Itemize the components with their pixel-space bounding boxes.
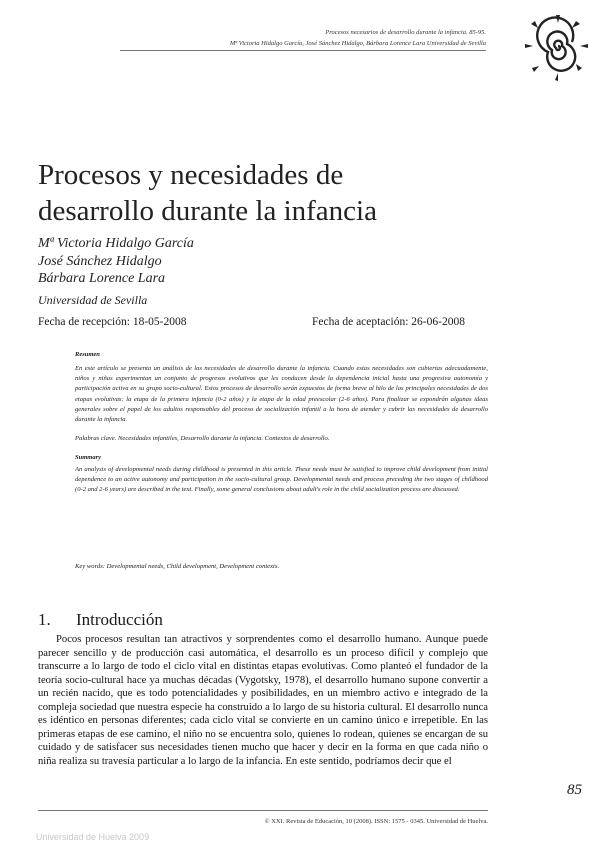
section-body-text: Pocos procesos resultan tan atractivos y sorprendentes como el desarrollo humano. Aunque puede parecer sencillo y de producción casi automática, el desarrollo es un proceso difícil y complejo que transcurre a lo largo de todo el ciclo vital en distintas etapas evolutivas. Como planteó el fundador de la teoría socio-cultural hace ya muchas décadas (Vygotsky, 1978), el desarrollo humano supone convertir a un recién nacido, que es todo potencialidades y posibilidades, en un miembro activo e integrado de la compleja sociedad que nuestra especie ha construido a lo largo de su historia cultural. El desarrollo nunca es idéntico en personas diferentes; cada ciclo vital se convierte en un camino único e irrepetible. En las primeras etapas de ese camino, el niño no se encuentra solo, quienes lo rodean, quienes se encargan de su cuidado y de satisfacer sus necesidades tienen mucho que hacer y decir en la forma en que cada niño o niña realiza su travesía particular a lo largo de la infancia. En este sentido, podríamos decir que el — [38, 634, 488, 767]
section-title: Introducción — [76, 610, 163, 629]
author-2: José Sánchez Hidalgo — [38, 254, 162, 269]
footer-citation: © XXI. Revista de Educación, 10 (2008). ISSN: 1575 - 0345. Universidad de Huelva. — [264, 818, 488, 825]
page-number: 85 — [567, 782, 582, 798]
running-header-line-2: Mª Victoria Hidalgo García, José Sánchez Hidalgo, Bárbara Lorence Lara Universidad de Sevilla — [229, 40, 486, 47]
article-title — [38, 157, 377, 229]
author-1: Mª Victoria Hidalgo García — [38, 236, 194, 251]
abstract-en-text: An analysis of developmental needs during childhood is presented in this article. These needs must be satisfied to improve child development from initial dependence to an active autonomy and participation in the socio-cultural group. Developmental needs and process preceding the two stages of childhood (0-2 and 2-6 years) are described in the text. Finally, some general conclusions about adult's role in the child socialization process are discussed. — [75, 466, 488, 494]
abstract-es-text: En este artículo se presenta un análisis de las necesidades de desarrollo durante la infancia. Cuando estas necesidades son cubiertas adecuadamente, niños y niñas experimentan un conjunto de progresos evolutivos que les conducen desde la dependencia inicial hasta una progresiva autonomía y participación activa en su grupo socio-cultural. Estos procesos de desarrollo serán expuestos de forma breve al hilo de las principales necesidades de dos etapas evolutivas: la etapa de la primera infancia (0-2 años) y la etapa de la edad preescolar (2-6 años). Para finalizar se expondrán algunas ideas generales sobre el papel de los adultos responsables del proceso de socialización infantil a la hora de atender y cubrir las necesidades de desarrollo durante la infancia. — [75, 365, 488, 424]
keywords-es: Palabras clave. Necesidades infantiles, Desarrollo durante la infancia. Contextos de desarrollo. — [75, 435, 330, 442]
section-number: 1. — [38, 610, 51, 629]
watermark: Universidad de Huelva 2009 — [36, 832, 150, 842]
title-line-1: Procesos y necesidades de — [38, 159, 344, 191]
header-rule — [120, 50, 486, 51]
author-3: Bárbara Lorence Lara — [38, 271, 166, 286]
journal-spiral-logo-icon — [522, 12, 594, 84]
accepted-date: Fecha de aceptación: 26-06-2008 — [312, 316, 465, 328]
running-header-line-1: Procesos necesarios de desarrollo durante la infancia. 85-95. — [325, 29, 486, 36]
received-date: Fecha de recepción: 18-05-2008 — [38, 316, 187, 328]
title-line-2: desarrollo durante la infancia — [38, 195, 377, 227]
abstract-es-heading: Resumen — [75, 351, 100, 358]
affiliation: Universidad de Sevilla — [38, 293, 148, 307]
keywords-en: Key words: Developmental needs, Child development, Development contexts. — [75, 563, 280, 570]
abstract-en-heading: Summary — [75, 454, 102, 461]
footer-rule — [38, 810, 488, 811]
section-heading — [38, 610, 163, 630]
